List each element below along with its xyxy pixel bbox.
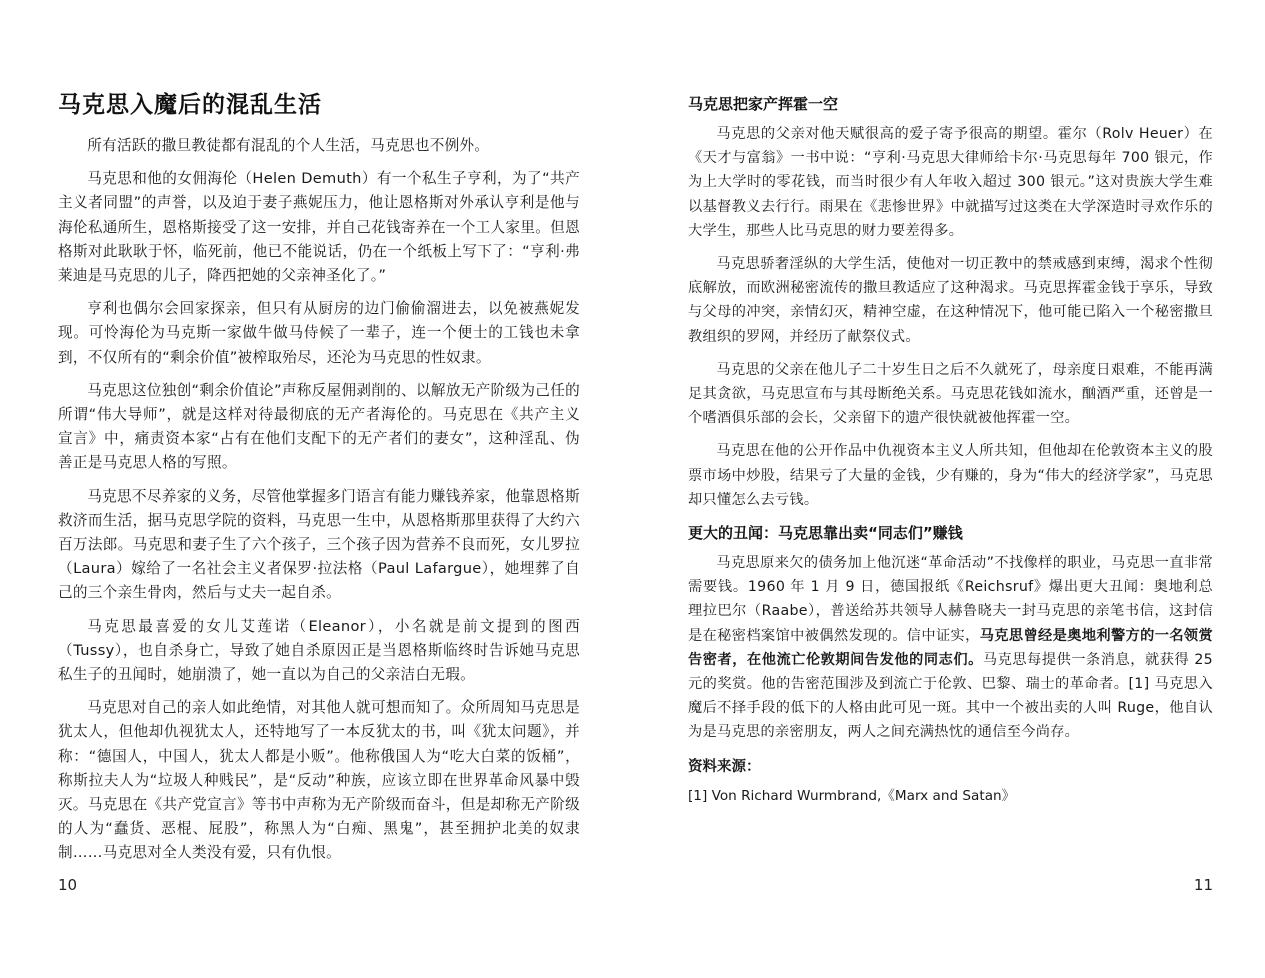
paragraph: 马克思的父亲在他儿子二十岁生日之后不久就死了，母亲度日艰难，不能再满足其贪欲，马克思宣布与其母断绝关系。马克思花钱如流水，酗酒严重，还曾是一个嗜酒俱乐部的会长，父亲留下的遗产很快就被他挥霍一空。 — [688, 361, 1213, 427]
page-number-right: 11 — [1193, 876, 1213, 894]
chapter-title: 马克思入魔后的混乱生活 — [58, 92, 322, 118]
paragraph: 马克思的父亲对他天赋很高的爱子寄予很高的期望。霍尔（Rolv Heuer）在《天才与富翁》一书中说：“亨利·马克思大律师给卡尔·马克思每年 700 银元，作为上大学时的零花钱，而当时很少有人年收入超过 300 银元。”这对贵族大学生难以基督教义去行行。雨果在《悲惨世界》中就描写过这类在大学深造时寻欢作乐的大学生，那些人比马克思的财力要差得多。 — [688, 126, 1213, 239]
paragraph — [688, 551, 1213, 745]
emphasized-text: 马克思曾经是奥地利警方的一名领赏告密者，在他流亡伦敦期间告发他的同志们。 — [688, 627, 1213, 668]
paragraph: 马克思最喜爱的女儿艾莲诺（Eleanor），小名就是前文提到的图西（Tussy），也自杀身亡，导致了她自杀原因正是当恩格斯临终时告诉她马克思私生子的丑闻时，她崩溃了，她一直以为自己的父亲洁白无瑕。 — [58, 617, 580, 684]
paragraph: 马克思在他的公开作品中仇视资本主义人所共知，但他却在伦敦资本主义的股票市场中炒股，结果亏了大量的金钱，少有赚的，身为“伟大的经济学家”，马克思却只懂怎么去亏钱。 — [688, 443, 1213, 508]
left-page — [0, 0, 632, 978]
section-heading: 更大的丑闻：马克思靠出卖“同志们”赚钱 — [688, 524, 963, 543]
reference-item: [1] Von Richard Wurmbrand,《Marx and Satan》 — [688, 787, 1016, 804]
section-heading: 马克思把家产挥霍一空 — [688, 95, 839, 113]
paragraph-text: 马克思原来欠的债务加上他沉迷“革命活动”不找像样的职业，马克思一直非常需要钱。1960 年 1 月 9 日，德国报纸《Reichsruf》爆出更大丑闻：奥地利总理拉巴尔（Raabe），普送给苏共领导人赫鲁晓夫一封马克思的亲笔书信，这封信是在秘密档案馆中被偶然发现的。信中证实， — [688, 555, 1213, 644]
paragraph-text: 马克思每提供一条消息，就获得 25 元的奖赏。他的告密范围涉及到流亡于伦敦、巴黎、瑞士的革命者。[1] 马克思入魔后不择手段的低下的人格由此可见一斑。其中一个被出卖的人叫 Ruge，他自认为是马克思的亲密朋友，两人之间充满热忱的通信至今尚存。 — [688, 651, 1213, 741]
page-number-left: 10 — [58, 876, 78, 894]
paragraph: 马克思对自己的亲人如此绝情，对其他人就可想而知了。众所周知马克思是犹太人，但他却仇视犹太人，还特地写了一本反犹太的书，叫《犹太问题》，并称：“德国人，中国人，犹太人都是小贩”。他称俄国人为“吃大白菜的饭桶”，称斯拉夫人为“垃圾人种贱民”，是“反动”种族，应该立即在世界革命风暴中毁灭。马克思在《共产党宣言》等书中声称为无产阶级而奋斗，但是却称无产阶级的人为“蠢货、恶棍、屁股”，称黑人为“白痴、黑鬼”，甚至拥护北美的奴隶制……马克思对全人类没有爱，只有仇恨。 — [58, 699, 580, 862]
paragraph: 所有活跃的撒旦教徒都有混乱的个人生活，马克思也不例外。 — [87, 137, 490, 154]
paragraph: 马克思骄奢淫纵的大学生活，使他对一切正教中的禁戒感到束缚，渴求个性彻底解放，而欧洲秘密流传的撒旦教适应了这种渴求。马克思挥霍金钱于享乐，导致与父母的冲突，亲情幻灭，精神空虚，在这种情况下，他可能已陷入一个秘密撒旦教组织的罗网，并经历了献祭仪式。 — [688, 256, 1213, 345]
paragraph: 亨利也偶尔会回家探亲，但只有从厨房的边门偷偷溜进去，以免被燕妮发现。可怜海伦为马克斯一家做牛做马侍候了一辈子，连一个便士的工钱也未拿到，不仅所有的“剩余价值”被榨取殆尽，还沦为马克思的性奴隶。 — [58, 300, 580, 366]
paragraph: 马克思和他的女佣海伦（Helen Demuth）有一个私生子亨利，为了“共产主义者同盟”的声誉，以及迫于妻子燕妮压力，他让恩格斯对外承认亨利是他与海伦私通所生，恩格斯接受了这一安排，并自己花钱寄养在一个工人家里。但恩格斯对此耿耿于怀，临死前，他已不能说话，仍在一个纸板上写下了：“亨利·弗莱迪是马克思的儿子，降西把她的父亲神圣化了。” — [58, 170, 580, 285]
paragraph: 马克思不尽养家的义务，尽管他掌握多门语言有能力赚钱养家，他靠恩格斯救济而生活，据马克思学院的资料，马克思一生中，从恩格斯那里获得了大约六百万法郎。马克思和妻子生了六个孩子，三个孩子因为营养不良而死，女儿罗拉（Laura）嫁给了一名社会主义者保罗·拉法格（Paul Lafargue），她埋葬了自己的三个亲生骨肉，然后与丈夫一起自杀。 — [58, 487, 580, 602]
paragraph: 马克思这位独创“剩余价值论”声称反屋佣剥削的、以解放无产阶级为己任的所谓“伟大导师”，就是这样对待最彻底的无产者海伦的。马克思在《共产主义宣言》中，痛责资本家“占有在他们支配下的无产者们的妻女”，这种淫乱、伪善正是马克思人格的写照。 — [58, 381, 580, 472]
sources-heading: 资料来源： — [688, 758, 761, 775]
right-page — [632, 0, 1265, 978]
